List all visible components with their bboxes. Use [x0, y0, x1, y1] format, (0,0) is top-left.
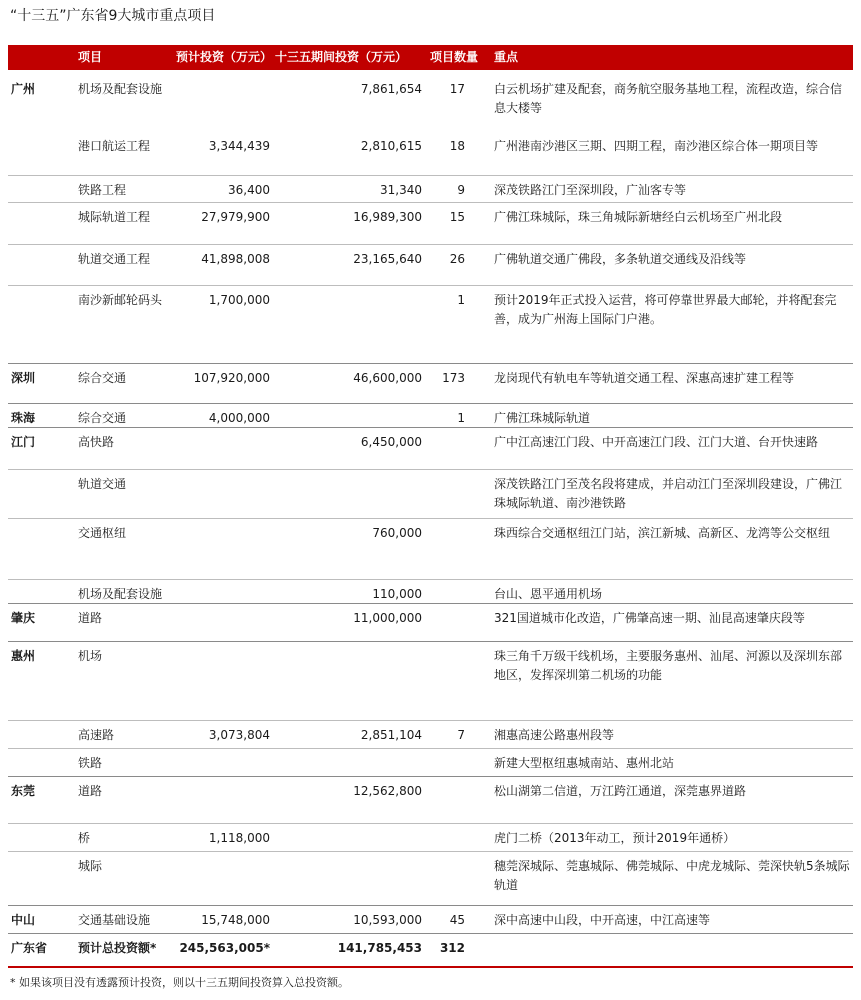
cell-period: 2,810,615: [360, 139, 422, 153]
cell-period: 760,000: [372, 526, 422, 540]
cell-count: 7: [457, 728, 465, 742]
table-bottom-rule: [8, 966, 853, 968]
cell-planned: 107,920,000: [193, 371, 270, 385]
cell-period: 31,340: [380, 183, 422, 197]
cell-project: 高速路: [78, 728, 115, 742]
table-row: [8, 905, 853, 933]
cell-city: 深圳: [11, 371, 36, 385]
cell-project: 高快路: [78, 435, 115, 449]
cell-count: 15: [449, 210, 465, 224]
table-row: [8, 427, 853, 469]
cell-period: 23,165,640: [353, 252, 422, 266]
row-divider: [8, 851, 853, 852]
cell-project: 机场: [78, 649, 103, 663]
group-divider: [8, 603, 853, 604]
table-row: [8, 720, 853, 748]
cell-count: 1: [457, 411, 465, 425]
cell-project: 交通枢纽: [78, 526, 127, 540]
table-row: [8, 851, 853, 899]
cell-city: 广东省: [11, 941, 48, 955]
footnote: * 如果该项目没有透露预计投资，则以十三五期间投资算入总投资额。: [10, 976, 349, 989]
cell-project: 轨道交通: [78, 477, 127, 491]
cell-project: 综合交通: [78, 411, 127, 425]
table-row: [8, 469, 853, 518]
cell-key: 广中江高速江门段、中开高速江门段、江门大道、台开快速路: [494, 435, 819, 449]
cell-project: 道路: [78, 784, 103, 798]
row-divider: [8, 823, 853, 824]
header-planned: 预计投资（万元）: [176, 50, 273, 64]
row-divider: [8, 579, 853, 580]
table-row: [8, 202, 853, 244]
cell-project: 城际: [78, 859, 103, 873]
cell-city: 东莞: [11, 784, 36, 798]
group-divider: [8, 933, 853, 934]
cell-planned: 41,898,008: [201, 252, 270, 266]
page-title: “十三五”广东省9大城市重点项目: [10, 8, 216, 24]
cell-project: 道路: [78, 611, 103, 625]
cell-city: 江门: [11, 435, 36, 449]
cell-key: 湘惠高速公路惠州段等: [494, 728, 615, 742]
cell-planned: 1,118,000: [208, 831, 270, 845]
cell-project: 机场及配套设施: [78, 587, 163, 601]
cell-key: 松山湖第二信道，万江跨江通道，深莞惠界道路: [494, 784, 747, 798]
header-key: 重点: [494, 50, 519, 64]
group-divider: [8, 776, 853, 777]
cell-count: 26: [449, 252, 465, 266]
cell-planned: 245,563,005*: [179, 941, 270, 955]
table-row: [8, 403, 853, 427]
table-row: [8, 363, 853, 401]
table-row: [8, 74, 853, 126]
header-period: 十三五期间投资（万元）: [275, 50, 408, 64]
cell-city: 肇庆: [11, 611, 36, 625]
cell-planned: 4,000,000: [208, 411, 270, 425]
cell-planned: 3,344,439: [208, 139, 270, 153]
row-divider: [8, 469, 853, 470]
cell-key: 穗莞深城际、莞惠城际、佛莞城际、中虎龙城际、莞深快轨5条城际轨道: [494, 859, 850, 892]
cell-project: 铁路工程: [78, 183, 127, 197]
cell-key: 深中高速中山段，中开高速，中江高速等: [494, 913, 711, 927]
row-divider: [8, 244, 853, 245]
cell-city: 广州: [11, 82, 36, 96]
cell-period: 110,000: [372, 587, 422, 601]
cell-city: 珠海: [11, 411, 36, 425]
cell-period: 6,450,000: [360, 435, 422, 449]
cell-city: 惠州: [11, 649, 36, 663]
cell-planned: 15,748,000: [201, 913, 270, 927]
cell-project: 南沙新邮轮码头: [78, 293, 163, 307]
cell-key: 龙岗现代有轨电车等轨道交通工程、深惠高速扩建工程等: [494, 371, 795, 385]
cell-period: 12,562,800: [353, 784, 422, 798]
group-divider: [8, 363, 853, 364]
table-row: [8, 748, 853, 776]
group-divider: [8, 905, 853, 906]
cell-key: 白云机场扩建及配套，商务航空服务基地工程，流程改造，综合信息大楼等: [494, 82, 843, 115]
cell-project: 桥: [78, 831, 91, 845]
table-row: [8, 518, 853, 579]
cell-key: 广佛江珠城际轨道: [494, 411, 591, 425]
cell-count: 18: [449, 139, 465, 153]
row-divider: [8, 720, 853, 721]
table-row: [8, 641, 853, 720]
cell-key: 新建大型枢纽惠城南站、惠州北站: [494, 756, 675, 770]
cell-project: 轨道交通工程: [78, 252, 151, 266]
table-row: [8, 933, 853, 965]
cell-project: 铁路: [78, 756, 103, 770]
cell-count: 1: [457, 293, 465, 307]
cell-period: 16,989,300: [353, 210, 422, 224]
cell-project: 综合交通: [78, 371, 127, 385]
cell-key: 深茂铁路江门至茂名段将建成，并启动江门至深圳段建设，广佛江珠城际轨道、南沙港铁路: [494, 477, 843, 510]
cell-period: 10,593,000: [353, 913, 422, 927]
group-divider: [8, 427, 853, 428]
cell-period: 7,861,654: [360, 82, 422, 96]
cell-project: 机场及配套设施: [78, 82, 163, 96]
cell-key: 深茂铁路江门至深圳段，广汕客专等: [494, 183, 687, 197]
cell-period: 2,851,104: [360, 728, 422, 742]
table-row: [8, 131, 853, 171]
table-row: [8, 244, 853, 285]
cell-count: 312: [439, 941, 465, 955]
cell-city: 中山: [11, 913, 36, 927]
cell-key: 预计2019年正式投入运营，将可停靠世界最大邮轮，并将配套完善，成为广州海上国际门户港。: [494, 293, 837, 326]
cell-period: 141,785,453: [337, 941, 422, 955]
cell-key: 321国道城市化改造，广佛肇高速一期、汕昆高速肇庆段等: [494, 611, 805, 625]
cell-key: 广州港南沙港区三期、四期工程，南沙港区综合体一期项目等: [494, 139, 819, 153]
cell-key: 珠三角千万级干线机场，主要服务惠州、汕尾、河源以及深圳东部地区，发挥深圳第二机场的功能: [494, 649, 843, 682]
cell-count: 45: [449, 913, 465, 927]
cell-period: 46,600,000: [353, 371, 422, 385]
row-divider: [8, 285, 853, 286]
row-divider: [8, 202, 853, 203]
table-row: [8, 175, 853, 202]
cell-project: 交通基础设施: [78, 913, 151, 927]
cell-key: 广佛轨道交通广佛段，多条轨道交通线及沿线等: [494, 252, 747, 266]
row-divider: [8, 175, 853, 176]
cell-key: 珠西综合交通枢纽江门站，滨江新城、高新区、龙湾等公交枢纽: [494, 526, 831, 540]
table-row: [8, 776, 853, 823]
cell-count: 17: [449, 82, 465, 96]
cell-count: 9: [457, 183, 465, 197]
cell-planned: 27,979,900: [201, 210, 270, 224]
cell-count: 173: [442, 371, 465, 385]
header-project: 项目: [78, 50, 103, 64]
cell-key: 广佛江珠城际，珠三角城际新塘经白云机场至广州北段: [494, 210, 783, 224]
cell-key: 虎门二桥（2013年动工，预计2019年通桥）: [494, 831, 736, 845]
cell-planned: 36,400: [228, 183, 270, 197]
cell-project: 预计总投资额*: [78, 941, 157, 955]
table-row: [8, 285, 853, 355]
cell-project: 城际轨道工程: [78, 210, 151, 224]
table-row: [8, 823, 853, 851]
cell-period: 11,000,000: [353, 611, 422, 625]
cell-planned: 1,700,000: [208, 293, 270, 307]
table-row: [8, 603, 853, 641]
group-divider: [8, 641, 853, 642]
header-count: 项目数量: [430, 50, 479, 64]
table-row: [8, 579, 853, 603]
group-divider: [8, 403, 853, 404]
cell-planned: 3,073,804: [208, 728, 270, 742]
row-divider: [8, 748, 853, 749]
table-header: [8, 45, 853, 70]
cell-key: 台山、恩平通用机场: [494, 587, 603, 601]
row-divider: [8, 518, 853, 519]
cell-project: 港口航运工程: [78, 139, 151, 153]
